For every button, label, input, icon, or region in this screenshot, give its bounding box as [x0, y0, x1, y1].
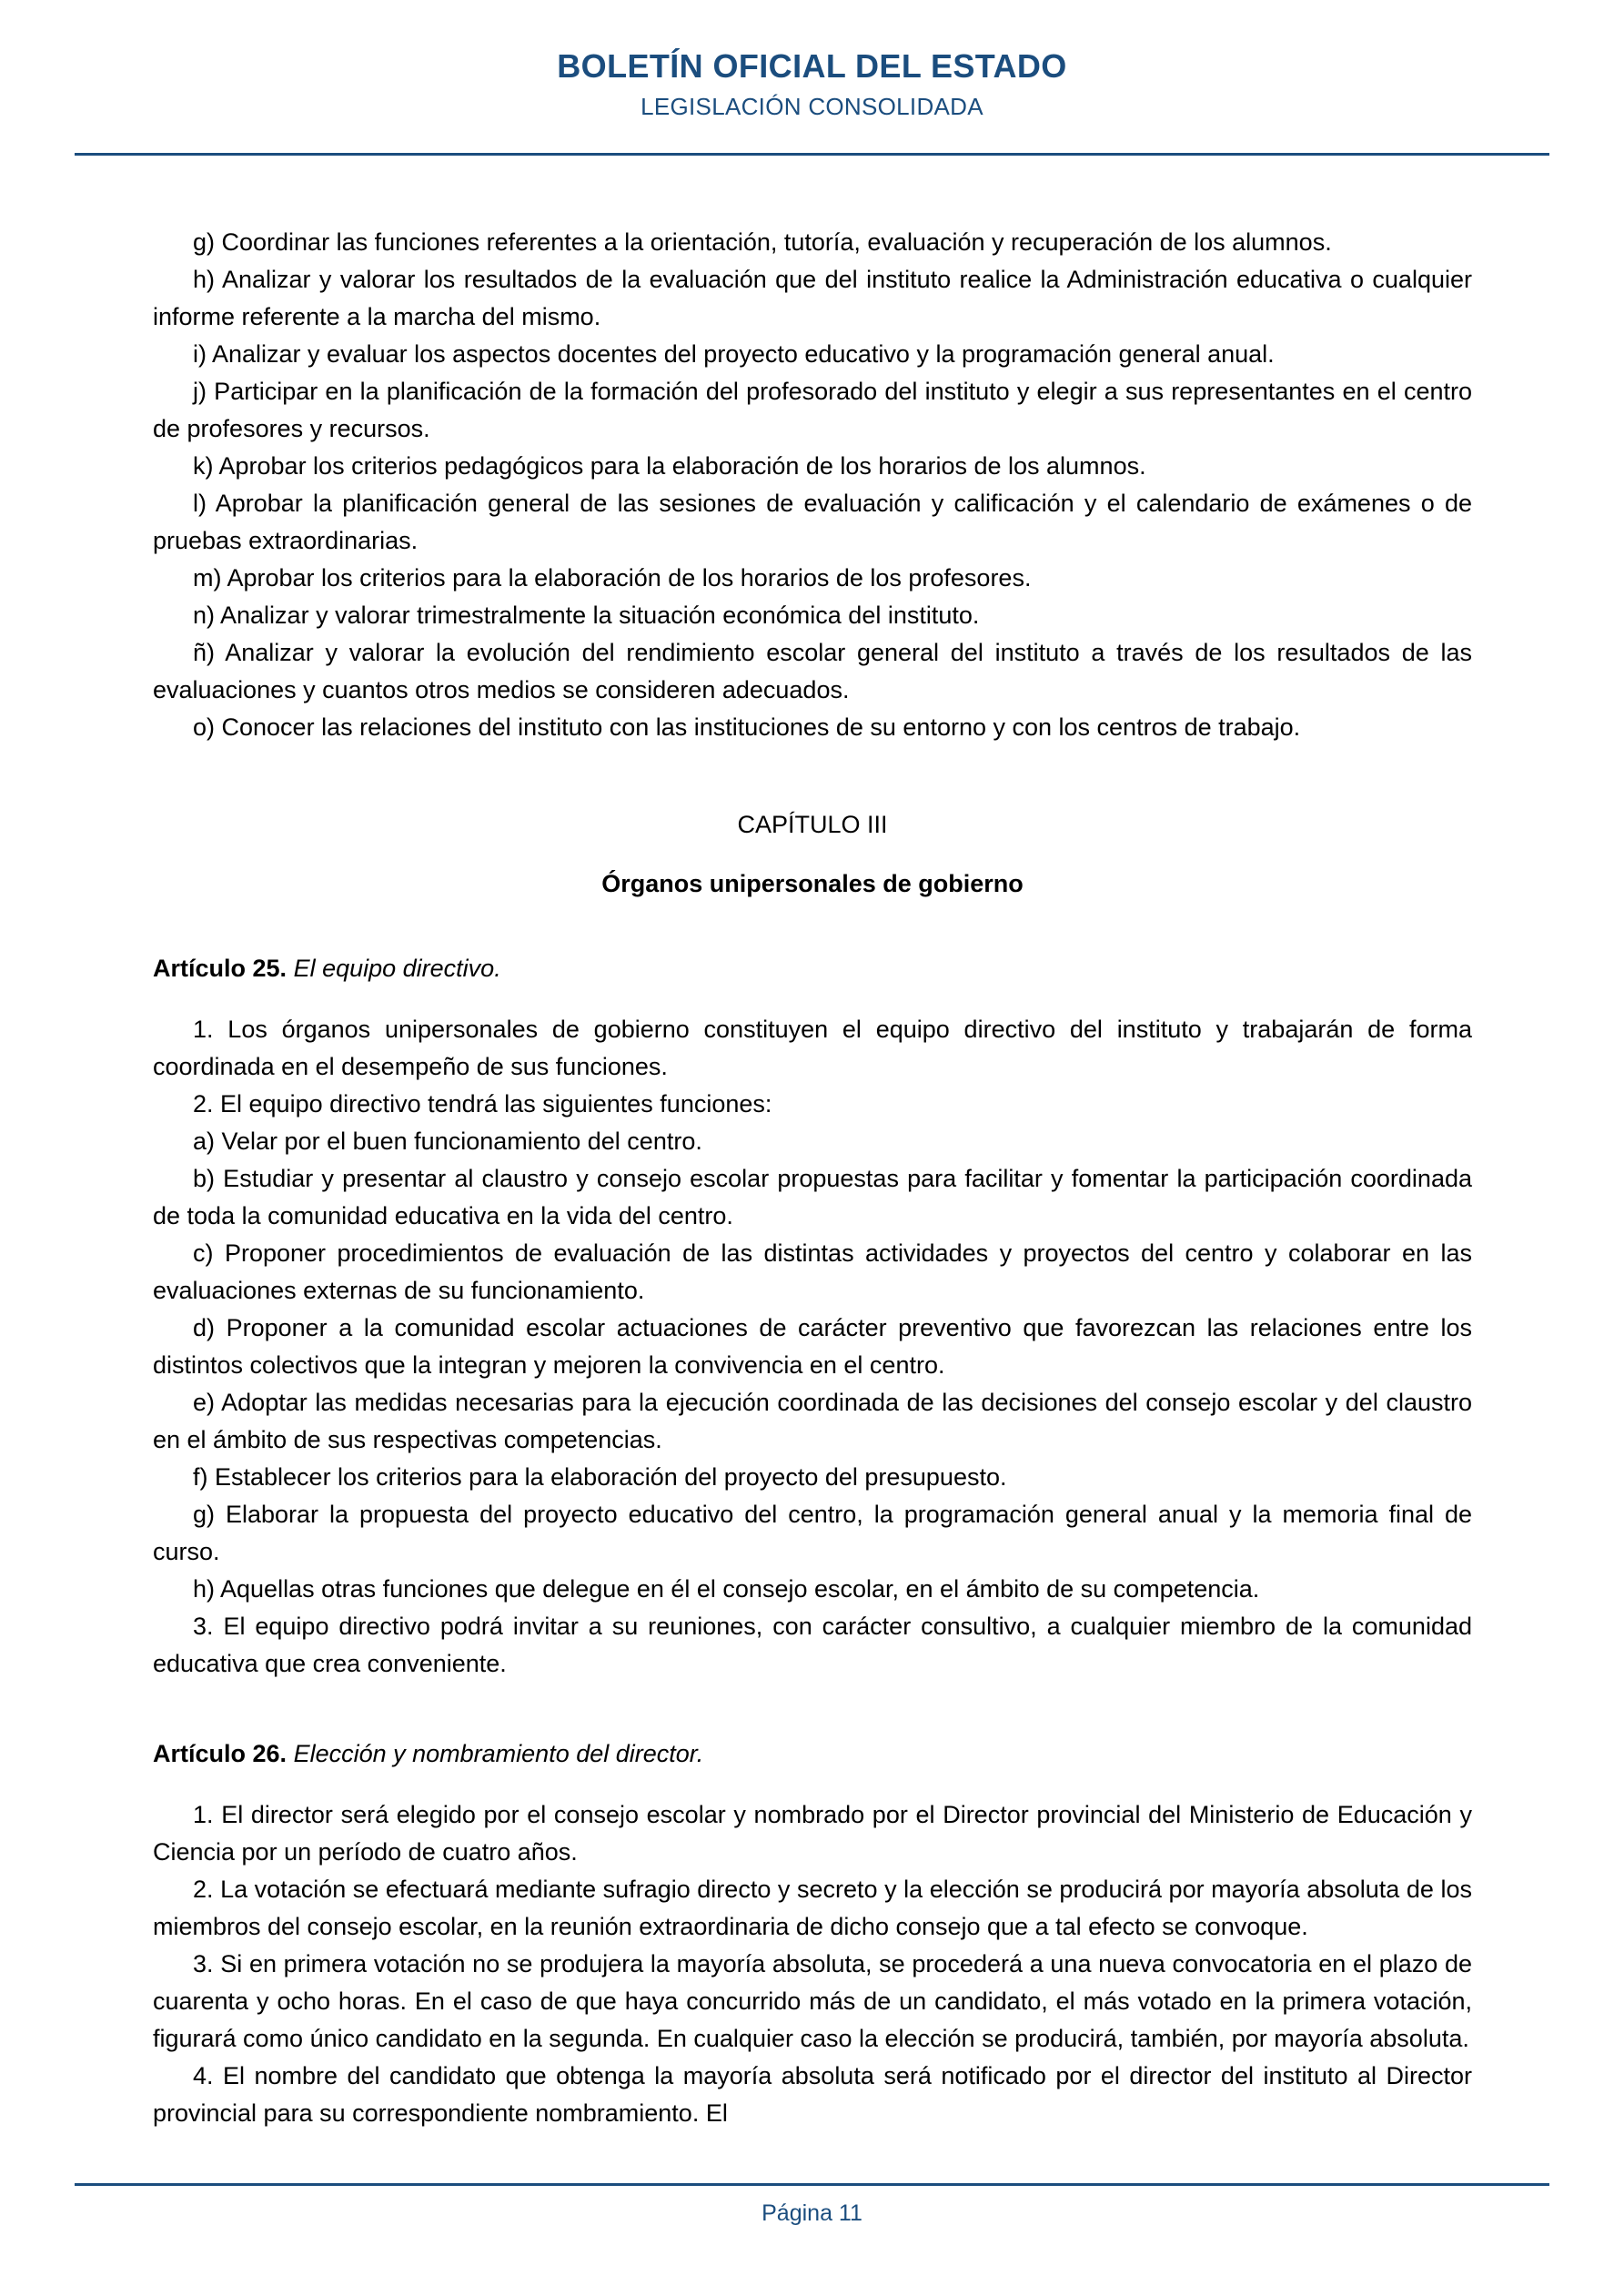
- article-25-item-d: d) Proponer a la comunidad escolar actuaciones de carácter preventivo que favorezcan las relaciones entre los distintos colectivos que la integran y mejoren la convivencia en el centro.: [153, 1314, 1472, 1379]
- paragraph-enye: ñ) Analizar y valorar la evolución del rendimiento escolar general del instituto a través de los resultados de las evaluaciones y cuantos otros medios se consideren adecuados.: [153, 639, 1472, 703]
- article-26-paragraph-4: 4. El nombre del candidato que obtenga la mayoría absoluta será notificado por el director del instituto al Director provincial para su correspondiente nombramiento. El: [153, 2062, 1472, 2127]
- article-25-title: El equipo directivo.: [293, 955, 501, 982]
- paragraph-l: l) Aprobar la planificación general de las sesiones de evaluación y calificación y el calendario de exámenes o de pruebas extraordinarias.: [153, 490, 1472, 554]
- paragraph-h: h) Analizar y valorar los resultados de la evaluación que del instituto realice la Administración educativa o cualquier informe referente a la marcha del mismo.: [153, 266, 1472, 330]
- article-25-number: Artículo 25.: [153, 955, 287, 982]
- article-26-paragraph-2: 2. La votación se efectuará mediante sufragio directo y secreto y la elección se producirá por mayoría absoluta de los miembros del consejo escolar, en la reunión extraordinaria de dicho consejo que a tal efecto se convoque.: [153, 1876, 1472, 1940]
- article-25-paragraph-3: 3. El equipo directivo podrá invitar a su reuniones, con carácter consultivo, a cualquier miembro de la comunidad educativa que crea conveniente.: [153, 1613, 1472, 1677]
- document-body: [153, 224, 1472, 2132]
- paragraph-g: g) Coordinar las funciones referentes a la orientación, tutoría, evaluación y recuperación de los alumnos.: [193, 228, 1332, 256]
- paragraph-n: n) Analizar y valorar trimestralmente la situación económica del instituto.: [193, 602, 980, 629]
- article-25-item-h: h) Aquellas otras funciones que delegue en él el consejo escolar, en el ámbito de su competencia.: [193, 1575, 1260, 1603]
- article-25-item-g: g) Elaborar la propuesta del proyecto educativo del centro, la programación general anual y la memoria final de curso.: [153, 1501, 1472, 1565]
- article-25-item-e: e) Adoptar las medidas necesarias para la ejecución coordinada de las decisiones del consejo escolar y del claustro en el ámbito de sus respectivas competencias.: [153, 1389, 1472, 1453]
- article-26-paragraph-3: 3. Si en primera votación no se produjera la mayoría absoluta, se procederá a una nueva convocatoria en el plazo de cuarenta y ocho horas. En el caso de que haya concurrido más de un candidato, el más votado en la primera votación, figurará como único candidato en la segunda. En cualquier caso la elección se producirá, también, por mayoría absoluta.: [153, 1950, 1472, 2052]
- article-26-title: Elección y nombramiento del director.: [293, 1740, 704, 1767]
- article-25-item-f: f) Establecer los criterios para la elaboración del proyecto del presupuesto.: [193, 1463, 1007, 1491]
- article-25-paragraph-2: 2. El equipo directivo tendrá las siguientes funciones:: [193, 1090, 772, 1118]
- article-25-paragraph-1: 1. Los órganos unipersonales de gobierno constituyen el equipo directivo del instituto y trabajarán de forma coordinada en el desempeño de sus funciones.: [153, 1016, 1472, 1080]
- article-25-heading: [153, 950, 1472, 987]
- document-header: [0, 0, 1624, 121]
- publication-title: BOLETÍN OFICIAL DEL ESTADO: [557, 47, 1067, 85]
- paragraph-i: i) Analizar y evaluar los aspectos docentes del proyecto educativo y la programación general anual.: [193, 340, 1275, 368]
- footer-divider: [75, 2183, 1549, 2186]
- article-26-heading: [153, 1735, 1472, 1773]
- article-25-item-a: a) Velar por el buen funcionamiento del centro.: [193, 1128, 702, 1155]
- article-25-item-c: c) Proponer procedimientos de evaluación de las distintas actividades y proyectos del centro y colaborar en las evaluaciones externas de su funcionamiento.: [153, 1239, 1472, 1304]
- chapter-heading-block: [153, 806, 1472, 903]
- publication-subtitle: LEGISLACIÓN CONSOLIDADA: [641, 93, 983, 121]
- paragraph-o: o) Conocer las relaciones del instituto con las instituciones de su entorno y con los centros de trabajo.: [193, 713, 1301, 741]
- chapter-label: CAPÍTULO III: [737, 811, 888, 838]
- article-25-item-b: b) Estudiar y presentar al claustro y consejo escolar propuestas para facilitar y fomentar la participación coordinada de toda la comunidad educativa en la vida del centro.: [153, 1165, 1472, 1229]
- paragraph-m: m) Aprobar los criterios para la elaboración de los horarios de los profesores.: [193, 564, 1032, 592]
- article-26-number: Artículo 26.: [153, 1740, 287, 1767]
- page-number: Página 11: [762, 2200, 862, 2226]
- header-divider: [75, 153, 1549, 156]
- paragraph-j: j) Participar en la planificación de la formación del profesorado del instituto y elegir a sus representantes en el centro de profesores y recursos.: [153, 378, 1472, 442]
- chapter-name: Órganos unipersonales de gobierno: [601, 870, 1024, 897]
- paragraph-k: k) Aprobar los criterios pedagógicos para la elaboración de los horarios de los alumnos.: [193, 452, 1146, 480]
- article-26-paragraph-1: 1. El director será elegido por el consejo escolar y nombrado por el Director provincial del Ministerio de Educación y Ciencia por un período de cuatro años.: [153, 1801, 1472, 1866]
